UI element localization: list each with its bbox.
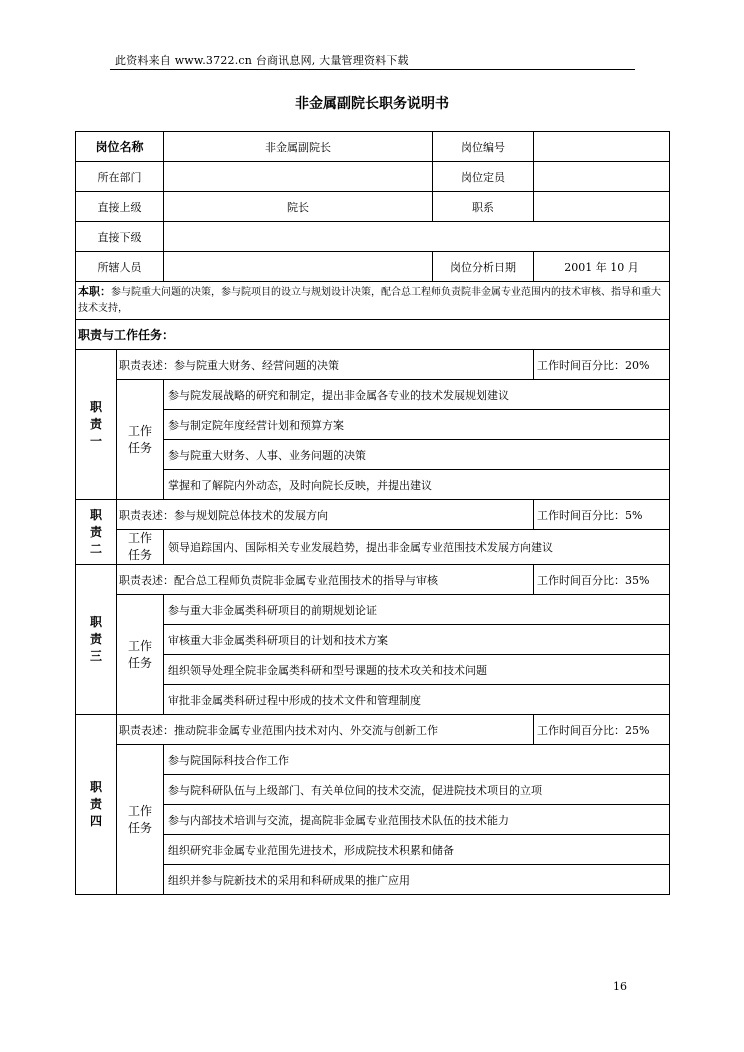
task-item: 参与重大非金属类科研项目的前期规划论证 (164, 595, 670, 625)
task-row (76, 865, 670, 895)
section-title: 职责与工作任务： (76, 320, 670, 350)
work-task-label-text: 工作任务 (127, 638, 152, 670)
duty-statement: 职责表述：配合总工程师负责院非金属专业范围技术的指导与审核 (117, 565, 534, 595)
page-header: 此资料来自 www.3722.cn 台商讯息网, 大量管理资料下载 (115, 54, 409, 67)
work-task-label-text: 工作任务 (127, 423, 152, 455)
duty-time-percent: 工作时间百分比：35% (534, 565, 670, 595)
basic-duty-label: 本职： (78, 285, 111, 298)
task-row (76, 775, 670, 805)
task-item: 参与制定院年度经营计划和预算方案 (164, 410, 670, 440)
duty-name-char: 二 (89, 541, 102, 556)
superior-value: 院长 (164, 192, 433, 222)
relation-value (534, 192, 670, 222)
row-department (76, 162, 670, 192)
header-divider (110, 69, 635, 70)
dept-label: 所在部门 (76, 162, 164, 192)
duty-name-char: 四 (89, 814, 102, 828)
duty-name-char: 责 (89, 524, 102, 539)
duty-statement: 职责表述：参与规划院总体技术的发展方向 (117, 500, 534, 530)
duty-name (76, 715, 117, 895)
work-task-label (117, 530, 164, 565)
task-row (76, 805, 670, 835)
task-item: 参与内部技术培训与交流，提高院非金属专业范围技术队伍的技术能力 (164, 805, 670, 835)
task-item: 领导追踪国内、国际相关专业发展趋势，提出非金属专业范围技术发展方向建议 (164, 530, 670, 565)
row-managed (76, 252, 670, 282)
duty-name (76, 565, 117, 715)
managed-label: 所辖人员 (76, 252, 164, 282)
task-row (76, 595, 670, 625)
dept-value (164, 162, 433, 192)
work-task-label (117, 745, 164, 895)
task-row (76, 625, 670, 655)
duty-name-char: 职 (89, 780, 102, 794)
duty-time-percent: 工作时间百分比：5% (534, 500, 670, 530)
basic-duty-text: 参与院重大问题的决策，参与院项目的设立与规划设计决策，配合总工程师负责院非金属专业范围内的技术审核、指导和重大技术支持， (78, 287, 661, 314)
task-row (76, 745, 670, 775)
task-item: 组织研究非金属专业范围先进技术，形成院技术积累和储备 (164, 835, 670, 865)
duty-name-char: 责 (89, 417, 102, 431)
task-row (76, 380, 670, 410)
subordinate-value (164, 222, 670, 252)
job-code-label: 岗位编号 (433, 132, 534, 162)
duty-name-char: 责 (89, 797, 102, 811)
duty-statement: 职责表述：参与院重大财务、经营问题的决策 (117, 350, 534, 380)
duty-name-char: 职 (89, 615, 102, 629)
subordinate-label: 直接下级 (76, 222, 164, 252)
duty-name-char: 职 (89, 507, 102, 522)
analysis-date-label: 岗位分析日期 (433, 252, 534, 282)
job-code-value (534, 132, 670, 162)
task-row (76, 685, 670, 715)
task-row (76, 655, 670, 685)
duty-statement-row (76, 350, 670, 380)
job-name-label: 岗位名称 (76, 132, 164, 162)
work-task-label-text: 工作任务 (127, 803, 152, 835)
row-section-title (76, 320, 670, 350)
document-title: 非金属副院长职务说明书 (295, 96, 449, 112)
task-row (76, 440, 670, 470)
task-item: 参与院科研队伍与上级部门、有关单位间的技术交流，促进院技术项目的立项 (164, 775, 670, 805)
duty-name (76, 350, 117, 500)
row-basic-duty (76, 282, 670, 320)
duty-time-percent: 工作时间百分比：20% (534, 350, 670, 380)
duty-name-char: 责 (89, 632, 102, 646)
duty-name-char: 三 (89, 649, 102, 663)
staffing-label: 岗位定员 (433, 162, 534, 192)
work-task-label (117, 595, 164, 715)
row-superior (76, 192, 670, 222)
page-number: 16 (613, 980, 627, 993)
duty-name-char: 职 (89, 400, 102, 414)
duty-statement: 职责表述：推动院非金属专业范围内技术对内、外交流与创新工作 (117, 715, 534, 745)
work-task-label-text: 工作任务 (127, 531, 152, 562)
task-item: 参与院发展战略的研究和制定，提出非金属各专业的技术发展规划建议 (164, 380, 670, 410)
basic-duty-cell (76, 282, 670, 320)
task-row (76, 470, 670, 500)
task-row (76, 835, 670, 865)
row-job-name (76, 132, 670, 162)
task-item: 审核重大非金属类科研项目的计划和技术方案 (164, 625, 670, 655)
task-row (76, 530, 670, 565)
task-row (76, 410, 670, 440)
duty-name-char: 一 (89, 434, 102, 448)
job-name-value: 非金属副院长 (164, 132, 433, 162)
job-description-table (75, 131, 670, 895)
duty-statement-row (76, 500, 670, 530)
staffing-value (534, 162, 670, 192)
task-item: 掌握和了解院内外动态，及时向院长反映，并提出建议 (164, 470, 670, 500)
task-item: 审批非金属类科研过程中形成的技术文件和管理制度 (164, 685, 670, 715)
task-item: 组织领导处理全院非金属类科研和型号课题的技术攻关和技术问题 (164, 655, 670, 685)
duty-name (76, 500, 117, 565)
duty-time-percent: 工作时间百分比：25% (534, 715, 670, 745)
superior-label: 直接上级 (76, 192, 164, 222)
task-item: 组织并参与院新技术的采用和科研成果的推广应用 (164, 865, 670, 895)
managed-value (164, 252, 433, 282)
task-item: 参与院国际科技合作工作 (164, 745, 670, 775)
duty-statement-row (76, 715, 670, 745)
duty-statement-row (76, 565, 670, 595)
task-item: 参与院重大财务、人事、业务问题的决策 (164, 440, 670, 470)
analysis-date-value: 2001 年 10 月 (534, 252, 670, 282)
row-subordinate (76, 222, 670, 252)
work-task-label (117, 380, 164, 500)
relation-label: 职系 (433, 192, 534, 222)
